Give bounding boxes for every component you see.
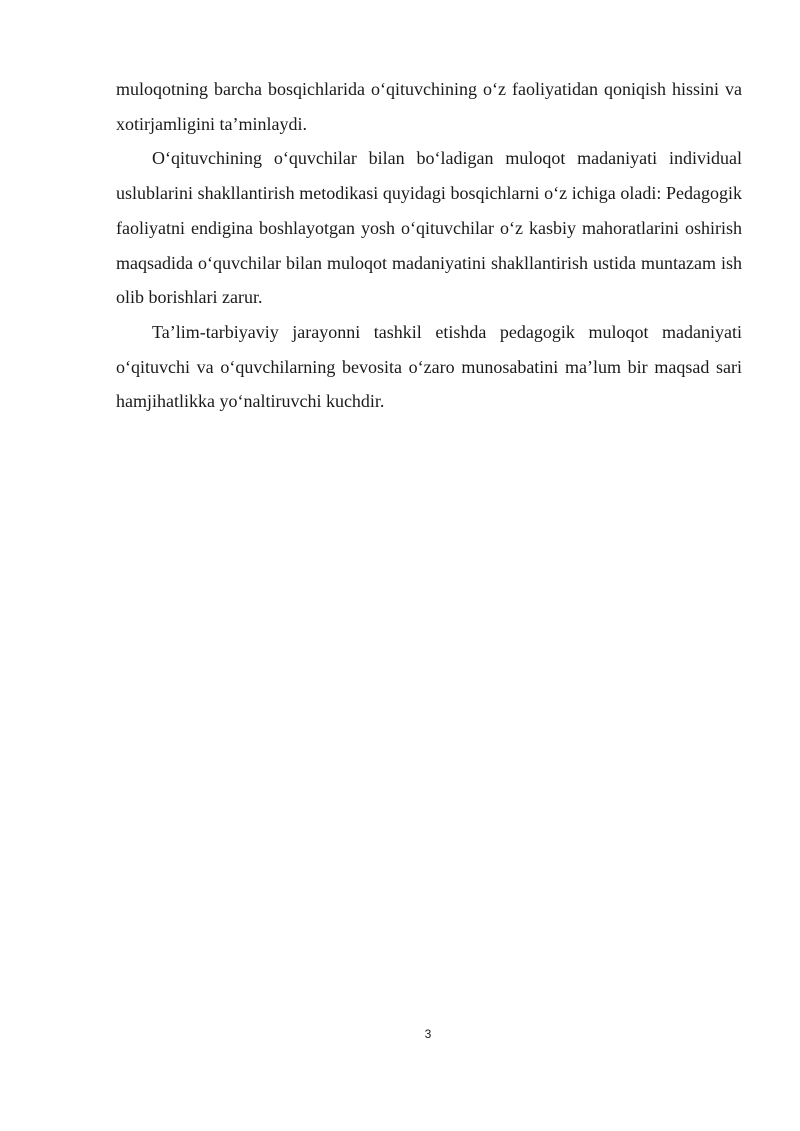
body-text — [116, 72, 742, 419]
paragraph-educational-process: Ta’lim-tarbiyaviy jarayonni tashkil etishda pedagogik muloqot madaniyati o‘qituvchi va o‘quvchilarning bevosita o‘zaro munosabatini ma’lum bir maqsad sari hamjihatlikka yo‘naltiruvchi kuchdir. — [116, 321, 742, 412]
paragraph-methodology: O‘qituvchining o‘quvchilar bilan bo‘ladigan muloqot madaniyati individual uslublarini shakllantirish metodikasi quyidagi bosqichlarni o‘z ichiga oladi: Pedagogik faoliyatni endigina boshlayotgan yosh o‘qituvchilar o‘z kasbiy mahoratlarini oshirish maqsadida o‘quvchilar bilan muloqot madaniyatini shakllantirish ustida muntazam ish olib borishlari zarur. — [116, 148, 742, 308]
page-number: 3 — [424, 1027, 432, 1041]
paragraph-continuation: muloqotning barcha bosqichlarida o‘qituvchining o‘z faoliyatidan qoniqish hissini va xotirjamligini ta’minlaydi. — [116, 79, 742, 134]
